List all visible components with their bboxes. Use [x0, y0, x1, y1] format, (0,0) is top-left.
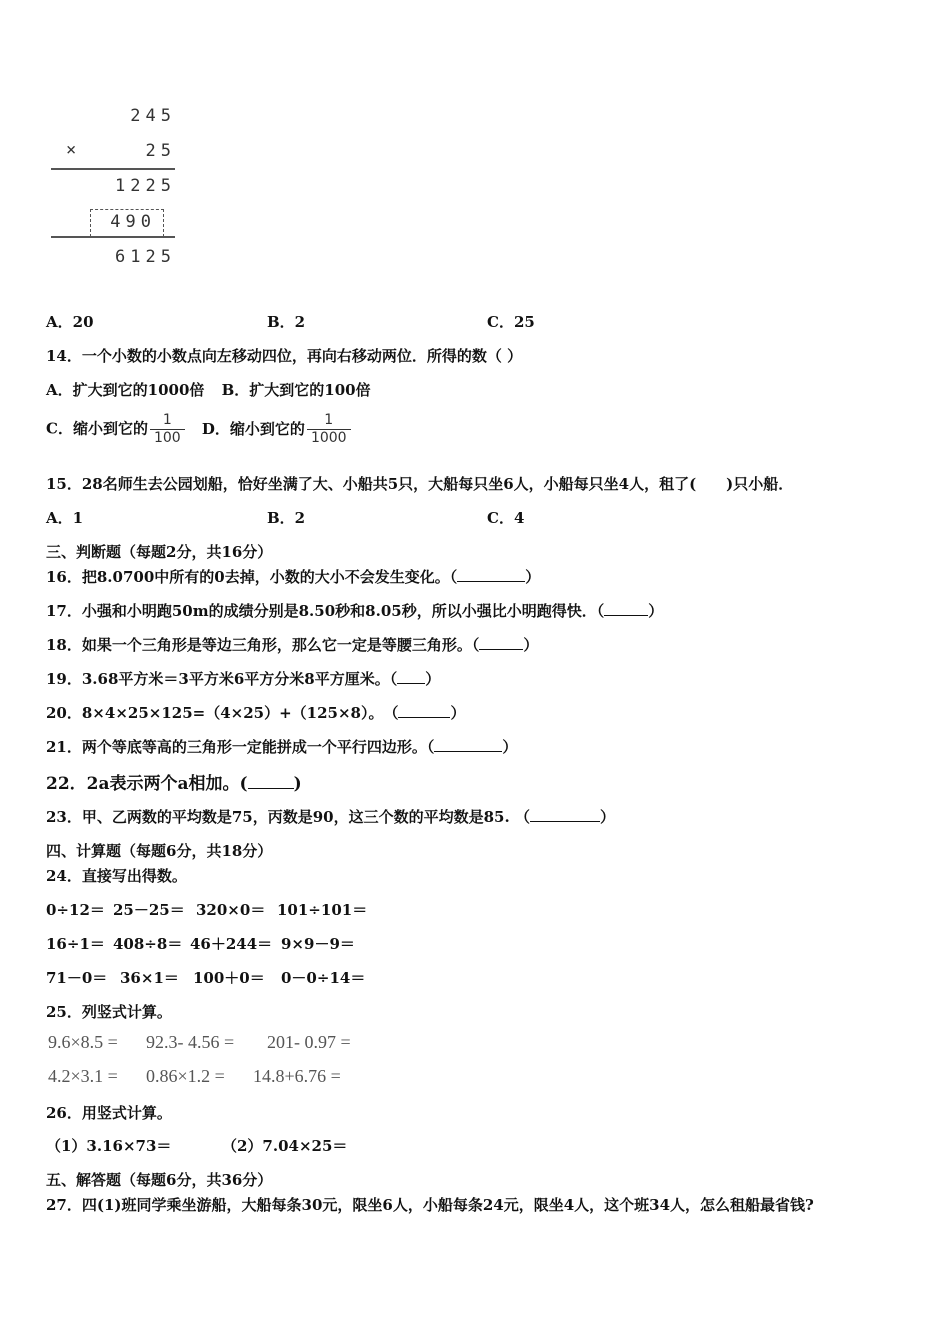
q22: [46, 769, 302, 794]
q19-close: ）: [425, 670, 441, 688]
q19-answer-blank[interactable]: [397, 671, 425, 684]
q22-close: ): [293, 774, 302, 794]
mult-multiplier: 25: [145, 141, 176, 161]
q16-text: 16．把8.0700中所有的0去掉，小数的大小不会发生变化。（: [46, 568, 458, 586]
q23: [46, 806, 615, 827]
section-4-heading: 四、计算题（每题6分，共18分）: [46, 842, 273, 860]
q17-answer-blank[interactable]: [604, 603, 648, 616]
mult-partial-1: 1225: [115, 176, 176, 196]
q15-option-c: C．4: [487, 509, 525, 527]
q18-close: ）: [523, 636, 539, 654]
q24-row2-item3: 46＋244＝: [190, 935, 273, 953]
mult-rule-1: [51, 168, 175, 170]
q17-text: 17．小强和小明跑50m的成绩分别是8.50秒和8.05秒，所以小强比小明跑得快．（: [46, 602, 605, 620]
q24-row2-item4: 9×9－9＝: [281, 935, 355, 953]
q21-answer-blank[interactable]: [434, 739, 502, 752]
q24-row3-item4: 0－0÷14＝: [281, 969, 366, 987]
q24-row1-item2: 25－25＝: [113, 901, 185, 919]
q14-options-cd: [46, 412, 351, 447]
q24-row3-item3: 100＋0＝: [193, 969, 265, 987]
section-5-heading: 五、解答题（每题6分，共36分）: [46, 1171, 273, 1189]
q15-option-a: A．1: [46, 509, 84, 527]
q26-stem: 26．用竖式计算。: [46, 1104, 172, 1122]
q25-row2-item3: 14.8+6.76 =: [253, 1066, 341, 1086]
mult-partial-2: 490: [110, 212, 156, 232]
q25-row1-item3: 201- 0.97 =: [267, 1032, 351, 1052]
q20-answer-blank[interactable]: [398, 705, 450, 718]
q25-row1-item2: 92.3- 4.56 =: [146, 1032, 235, 1052]
q14-option-d-fraction: [307, 412, 351, 447]
q23-close: ）: [599, 808, 615, 826]
q18-text: 18．如果一个三角形是等边三角形，那么它一定是等腰三角形。（: [46, 636, 480, 654]
q24-row1-item4: 101÷101＝: [277, 901, 368, 919]
q25-row2-item1: 4.2×3.1 =: [48, 1066, 118, 1086]
q23-answer-blank[interactable]: [530, 809, 600, 822]
mult-times-sign: ×: [66, 140, 77, 160]
q27-stem: 27．四(1)班同学乘坐游船，大船每条30元，限坐6人，小船每条24元，限坐4人，这个班34人，怎么租船最省钱?: [46, 1196, 814, 1214]
mult-rule-2: [51, 236, 175, 238]
q17-close: ）: [648, 602, 664, 620]
q25-row2-item2: 0.86×1.2 =: [146, 1066, 225, 1086]
q24-row2-item2: 408÷8＝: [113, 935, 183, 953]
q16-close: ）: [525, 568, 541, 586]
fraction-denominator: 100: [153, 430, 181, 446]
q18-answer-blank[interactable]: [479, 637, 523, 650]
q21-text: 21．两个等底等高的三角形一定能拼成一个平行四边形。（: [46, 738, 435, 756]
mult-result: 6125: [115, 247, 176, 267]
q24-row3-item2: 36×1＝: [120, 969, 179, 987]
q25-row1-item1: 9.6×8.5 =: [48, 1032, 118, 1052]
mult-multiplicand: 245: [130, 106, 176, 126]
q14-options-ab: [46, 379, 371, 400]
fraction-denominator: 1000: [310, 430, 347, 446]
q14-option-c: C．缩小到它的: [46, 419, 148, 438]
q13-option-a: A．20: [46, 313, 94, 331]
section-3-heading: 三、判断题（每题2分，共16分）: [46, 543, 273, 561]
q14-stem: 14．一个小数的小数点向左移动四位，再向右移动两位．所得的数（ ）: [46, 347, 523, 365]
q20-close: ）: [450, 704, 466, 722]
q14-option-a: A．扩大到它的1000倍: [46, 381, 205, 399]
q22-answer-blank[interactable]: [248, 776, 294, 789]
fraction-numerator: 1: [150, 412, 185, 430]
q13-option-c: C．25: [487, 313, 535, 331]
q26-part2: （2）7.04×25＝: [222, 1137, 348, 1155]
q23-text: 23．甲、乙两数的平均数是75，丙数是90，这三个数的平均数是85. （: [46, 808, 530, 826]
q20-text: 20．8×4×25×125=（4×25）+（125×8）。 （: [46, 704, 399, 722]
q16-answer-blank[interactable]: [457, 569, 525, 582]
fraction-numerator: 1: [307, 412, 351, 430]
q24-row2-item1: 16÷1＝: [46, 935, 105, 953]
q15-stem: 15．28名师生去公园划船，恰好坐满了大、小船共5只，大船每只坐6人，小船每只坐4人，租了( )只小船．: [46, 475, 794, 493]
q14-option-d: D．缩小到它的: [201, 419, 305, 438]
q24-stem: 24．直接写出得数。: [46, 867, 187, 885]
q24-row3-item1: 71－0＝: [46, 969, 108, 987]
q14-option-c-fraction: [150, 412, 185, 447]
q26-part1: （1）3.16×73＝: [46, 1137, 172, 1155]
q25-stem: 25．列竖式计算。: [46, 1003, 172, 1021]
q21: [46, 736, 517, 757]
q19: [46, 668, 440, 689]
q22-text: 22．2a表示两个a相加。(: [46, 774, 248, 794]
q13-option-b: B．2: [267, 313, 306, 331]
q17: [46, 600, 663, 621]
q21-close: ）: [502, 738, 518, 756]
q24-row1-item3: 320×0＝: [196, 901, 266, 919]
q16: [46, 566, 540, 587]
q20: [46, 702, 466, 723]
q19-text: 19．3.68平方米＝3平方米6平方分米8平方厘米。（: [46, 670, 398, 688]
q14-option-b: B．扩大到它的100倍: [221, 381, 371, 399]
q18: [46, 634, 538, 655]
q15-option-b: B．2: [267, 509, 306, 527]
q24-row1-item1: 0÷12＝: [46, 901, 105, 919]
